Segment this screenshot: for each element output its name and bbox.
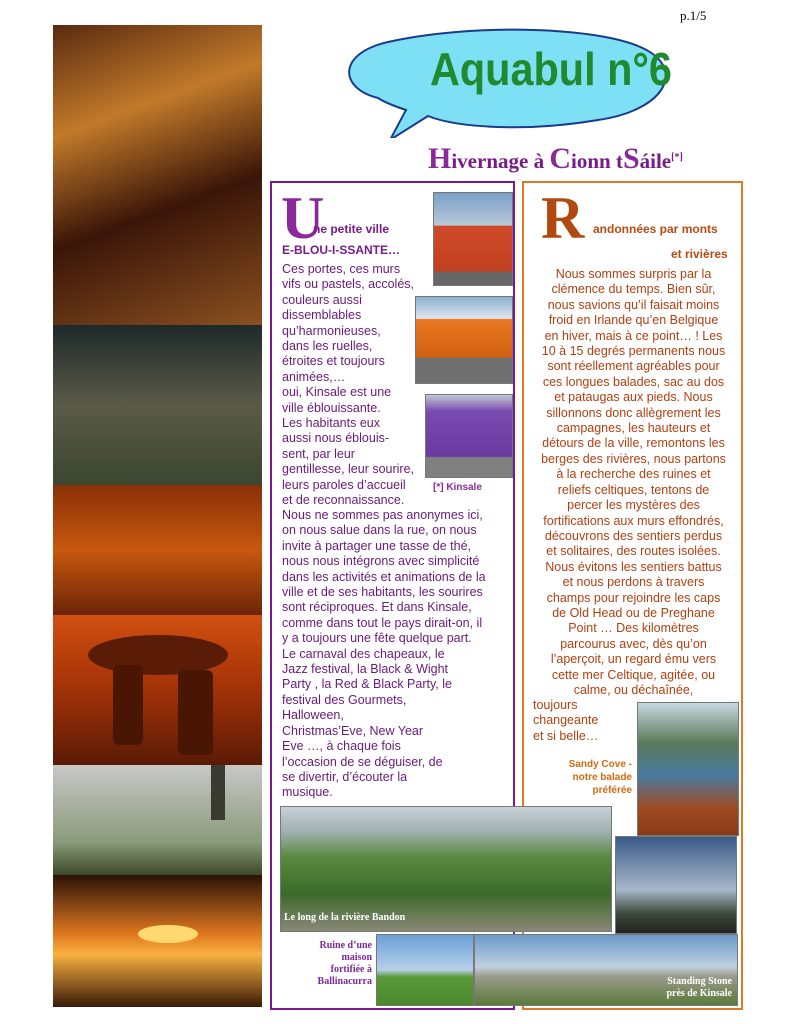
caption-line: fortifiée à (330, 964, 372, 975)
heading-initial: C (549, 142, 571, 175)
sandy-cove-caption (552, 758, 632, 797)
text-line: fortifications aux murs effondrés, (543, 513, 724, 528)
text-line: nous nous intégrons avec simplicité (282, 554, 480, 569)
text-line: couleurs aussi (282, 292, 362, 307)
caption-line: préférée (592, 785, 632, 796)
text-line: l’occasion de se déguiser, de (282, 754, 443, 769)
caption-line: près de Kinsale (666, 988, 732, 999)
text-line: se divertir, d’écouter la (282, 769, 408, 784)
heading-initial: S (622, 142, 640, 175)
kinsale-intro: ne petite ville (313, 222, 390, 236)
caption-line: Sandy Cove - (568, 759, 632, 770)
text-line: Les habitants eux (282, 416, 380, 431)
harpist-ruin-photo (53, 325, 262, 485)
text-line: détours de la ville, remontons les (542, 436, 725, 451)
text-line: berges des rivières, nous partons (541, 451, 726, 466)
text-line: leurs paroles d’accueil (282, 477, 406, 492)
heading-initial: H (428, 142, 452, 175)
text-line: sont réciproques. Et dans Kinsale, (282, 600, 472, 615)
text-line: et si belle… (533, 728, 599, 743)
text-line: et pataugas aux pieds. Nous (554, 390, 713, 405)
bandon-caption: Le long de la rivière Bandon (284, 912, 406, 923)
text-line: cette mer Celtique, agitée, ou (551, 667, 716, 682)
text-line: Point … Des kilomètres (568, 621, 699, 636)
text-line: changeante (533, 713, 599, 728)
text-line: y a toujours une fête quelque part. (282, 631, 472, 646)
caption-line: Ruine d’une (319, 940, 372, 951)
kinsale-intro-caps: E-BLOU-I-SSANTE… (282, 243, 400, 257)
text-line: l’aperçoit, un regard ému vers (550, 652, 717, 667)
walks-text (533, 267, 734, 698)
text-line: et solitaires, des routes isolées. (546, 544, 721, 559)
text-line: Jazz festival, la Black & Wight (282, 662, 449, 677)
caption-line: Standing Stone (667, 976, 732, 987)
text-line: Halloween, (282, 708, 344, 723)
text-line: toujours (533, 698, 578, 712)
text-line: Christmas’Eve, New Year (282, 723, 424, 738)
standing-stone-caption (620, 976, 732, 1000)
walks-intro: andonnées par monts (593, 222, 718, 236)
text-line: parcourus avec, dès qu’on (560, 636, 707, 651)
text-line: nous savions qu’il faisait moins (547, 297, 720, 312)
text-line: Le carnaval des chapeaux, le (282, 646, 445, 661)
text-line: percer les mystères des (567, 498, 700, 513)
text-line: clémence du temps. Bien sûr, (551, 282, 716, 297)
text-line: animées,… (282, 369, 346, 384)
text-line: sent, par leur (282, 446, 355, 461)
heading-part: ivernage à (451, 149, 550, 173)
page-number: p.1/5 (680, 8, 707, 23)
text-line: ville et de ses habitants, les sourires (282, 585, 483, 600)
photo-collage (53, 25, 262, 1007)
text-line: musique. (282, 785, 333, 800)
section-heading (428, 142, 683, 176)
celtic-sculpture-photo (53, 485, 262, 615)
caption-line: Ballinacurra (317, 976, 372, 987)
orange-house-photo (415, 296, 513, 384)
sun-glow (138, 925, 198, 943)
tree-sunset-photo (615, 836, 737, 934)
text-line: ville éblouissante. (282, 400, 381, 415)
kinsale-caption: [*] Kinsale (433, 482, 482, 493)
sandy-cove-photo (637, 702, 739, 836)
purple-house-photo (425, 394, 513, 478)
text-line: froid en Irlande qu’en Belgique (548, 313, 719, 328)
kinsale-text-narrow (282, 262, 420, 509)
heading-part: ionn t (571, 149, 623, 173)
red-house-photo (433, 192, 513, 286)
text-line: à la recherche des ruines et (556, 467, 711, 482)
text-line: et de reconnaissance. (282, 493, 405, 508)
text-line: vifs ou pastels, accolés, (282, 277, 415, 292)
text-line: de Old Head ou de Preghane (552, 605, 715, 620)
dolmen-leg (113, 665, 143, 745)
text-line: Nous ne sommes pas anonymes ici, (282, 508, 483, 522)
dolmen-capstone (88, 635, 228, 675)
text-line: oui, Kinsale est une (282, 385, 392, 400)
text-line: Ces portes, ces murs (282, 262, 401, 276)
walks-intro-2: et rivières (671, 247, 728, 261)
heading-part: áile (639, 149, 672, 173)
dropcap-u: U (281, 185, 325, 251)
text-line: on nous salue dans la rue, on nous (282, 523, 477, 538)
text-line: sillonnons donc allègrement les (546, 405, 721, 420)
text-line: Nous évitons les sentiers battus (545, 559, 722, 574)
text-line: dans les activités et animations de la (282, 569, 486, 584)
text-line: champs pour rejoindre les caps (546, 590, 721, 605)
text-line: reliefs celtiques, tentons de (557, 482, 710, 497)
text-line: qu’harmonieuses, (282, 323, 381, 338)
text-line: aussi nous éblouis- (282, 431, 390, 446)
dropcap-r: R (541, 185, 585, 251)
text-line: dissemblables (282, 308, 362, 323)
text-line: étroites et toujours (282, 354, 385, 369)
castle-tower (211, 765, 225, 820)
text-line: dans les ruelles, (282, 339, 373, 354)
kinsale-text-wide (282, 508, 504, 801)
text-line: 10 à 15 degrés permanents nous (541, 344, 726, 359)
text-line: Party , la Red & Black Party, le (282, 677, 452, 692)
text-line: gentillesse, leur sourire, (282, 462, 415, 477)
dolmen-leg (178, 670, 213, 755)
text-line: sont réellement agréables pour (547, 359, 720, 374)
ruin-caption (284, 940, 372, 988)
pub-music-photo (53, 25, 262, 325)
text-line: calme, ou déchaînée, (573, 682, 694, 697)
text-line: campagnes, les hauteurs et (556, 421, 711, 436)
newsletter-title: Aquabul n°6 (430, 43, 672, 95)
text-line: comme dans tout le pays dirait-on, il (282, 615, 483, 630)
text-line: Eve …, à chaque fois (282, 739, 401, 754)
text-line: invite à partager une tasse de thé, (282, 538, 472, 553)
ruin-photo (376, 934, 474, 1006)
walks-text-end (533, 698, 633, 744)
heading-footnote: [*] (671, 152, 683, 163)
text-line: festival des Gourmets, (282, 692, 407, 707)
castle-landscape-photo (53, 765, 262, 875)
text-line: et nous perdons à travers (562, 575, 705, 590)
text-line: Nous sommes surpris par la (555, 267, 712, 281)
text-line: en hiver, mais à ce point… ! Les (544, 328, 723, 343)
text-line: découvrons des sentiers perdus (544, 528, 723, 543)
caption-line: notre balade (572, 772, 632, 783)
caption-line: maison (341, 952, 372, 963)
text-line: ces longues balades, sac au dos (542, 374, 725, 389)
